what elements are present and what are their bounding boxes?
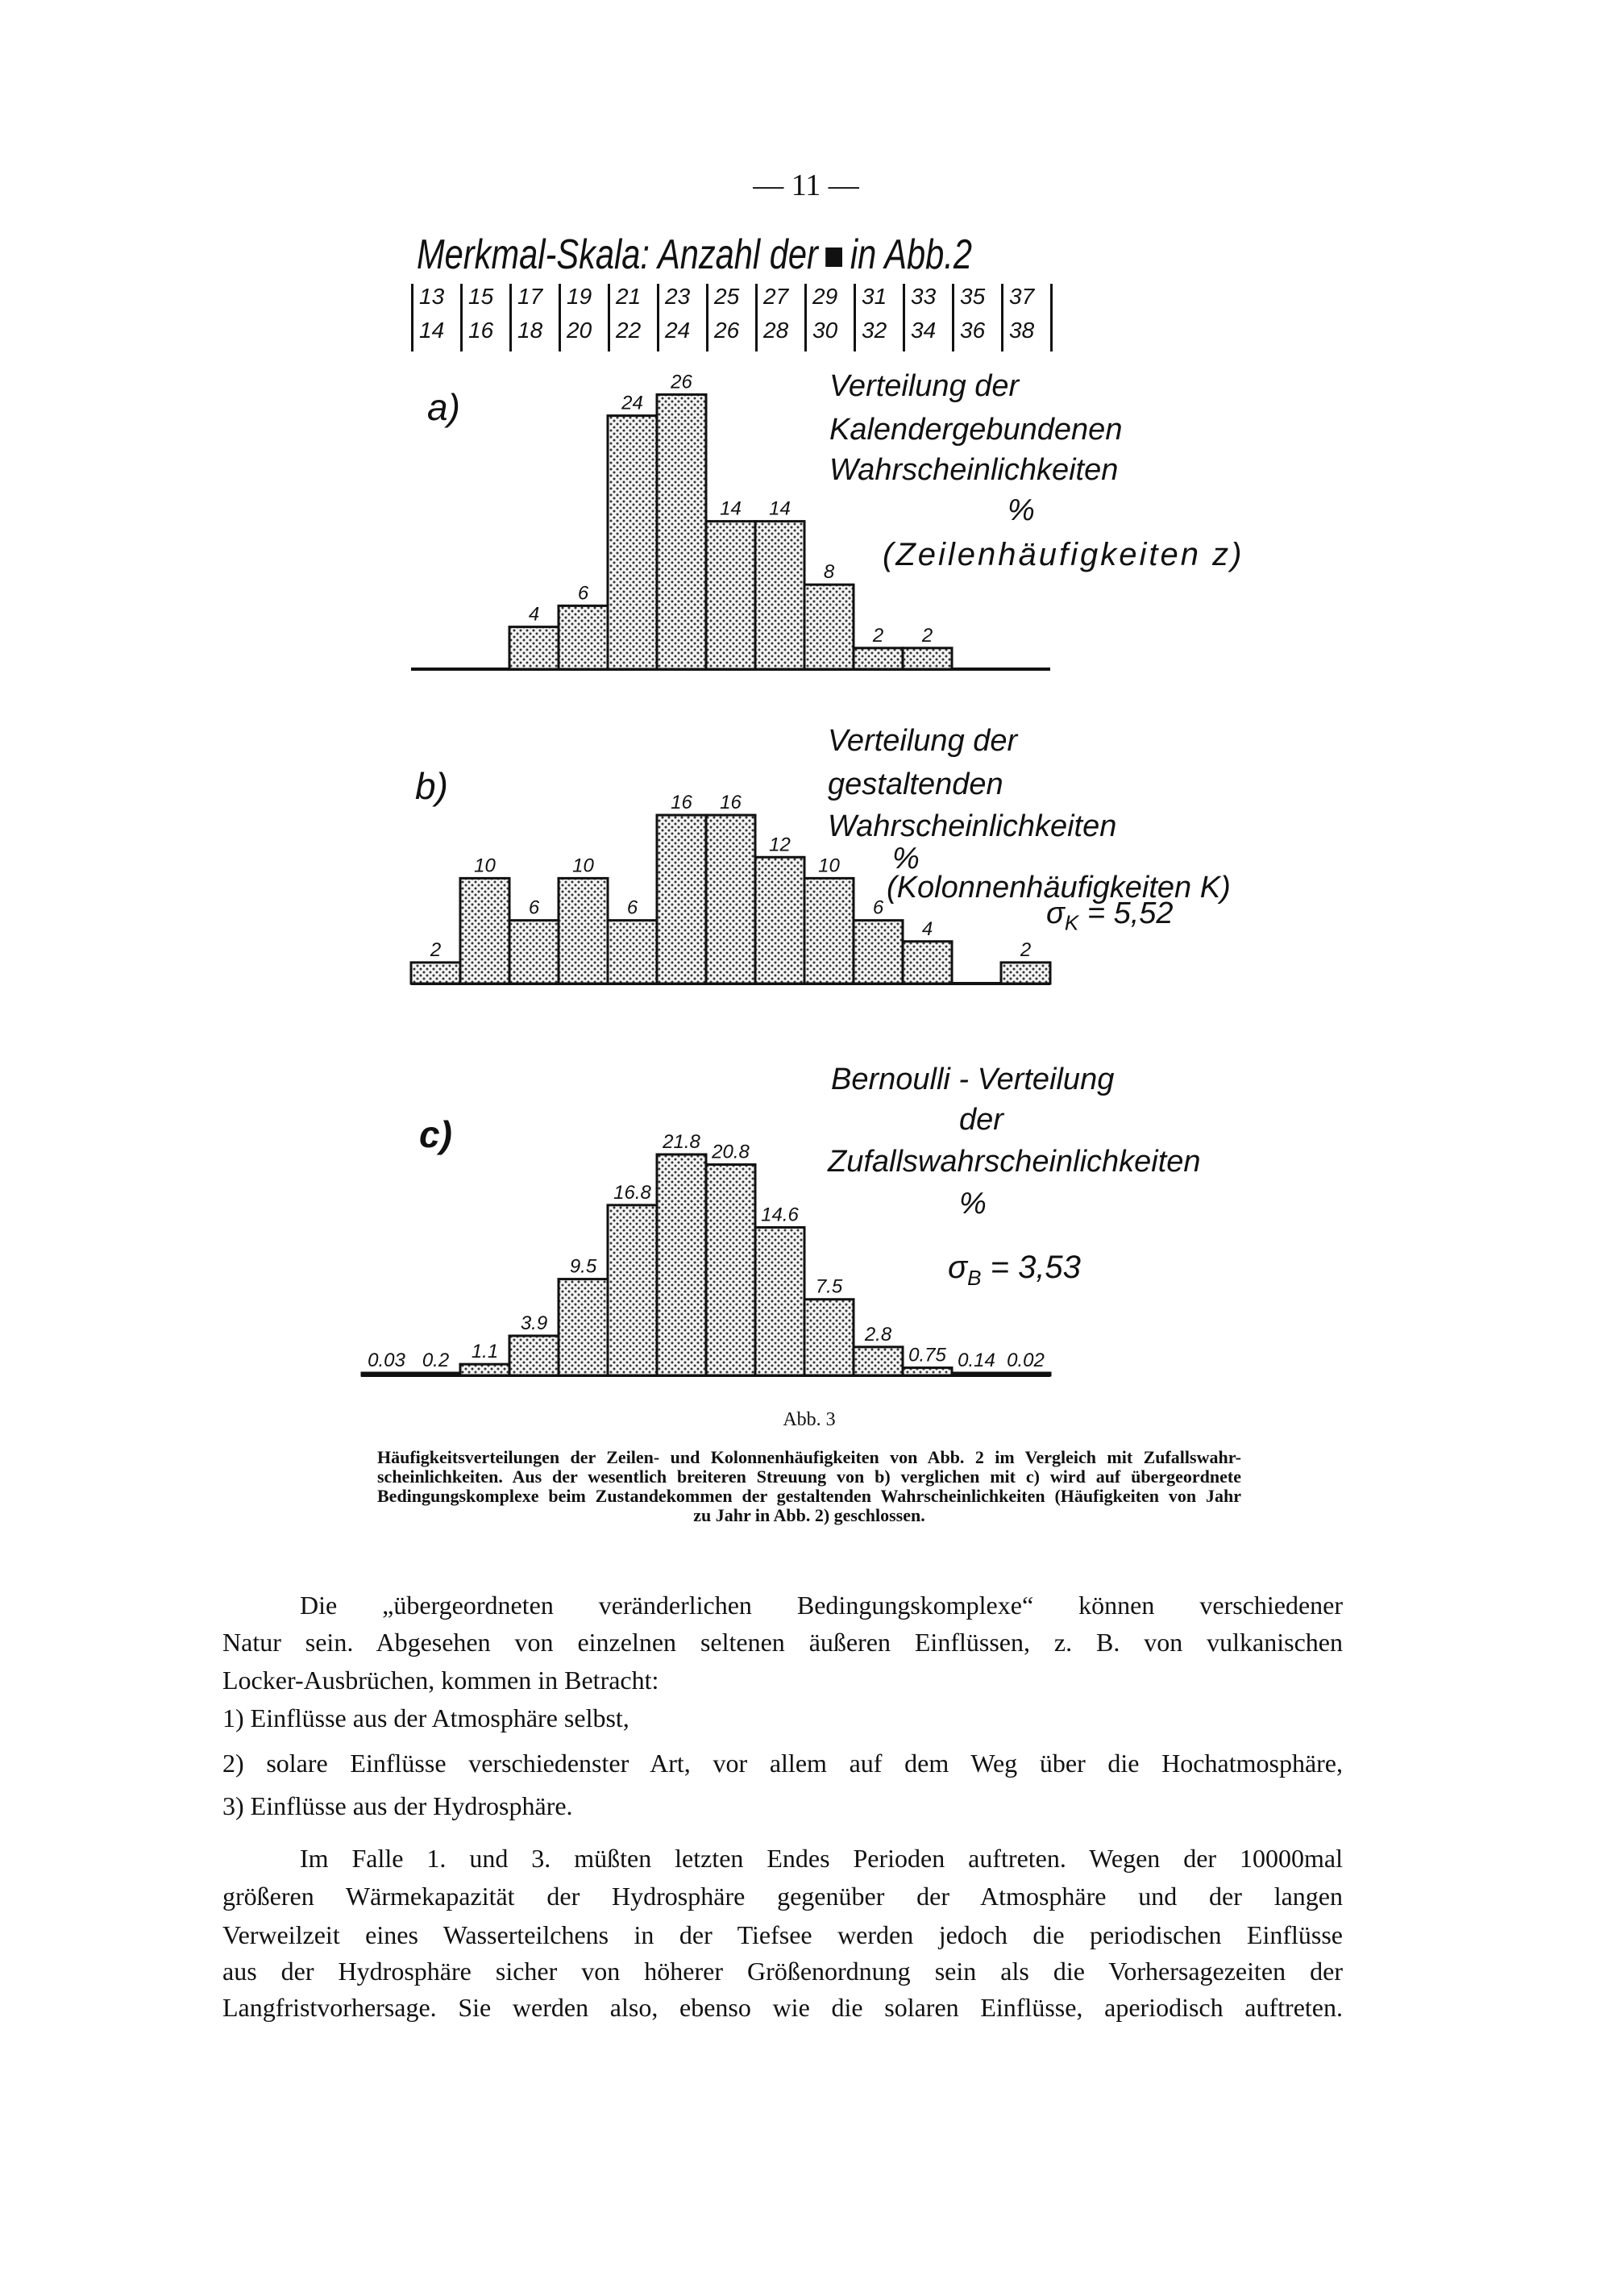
panel-c-label: c) bbox=[419, 1113, 452, 1155]
bar-value-label: 24 bbox=[621, 392, 643, 414]
scale-upper-bound: 22 bbox=[616, 318, 642, 343]
chart-a-title-line: (Zeilenhäufigkeiten z) bbox=[883, 537, 1244, 572]
body-text-line: Langfristvorhersage. Sie werden also, ebenso wie die solaren Einflüsse, aperiodisch auftreten. bbox=[222, 1993, 1343, 2022]
scale-upper-bound: 16 bbox=[468, 318, 494, 343]
bar-value-label: 7.5 bbox=[815, 1275, 843, 1298]
chart-a-title-line: Kalendergebundenen bbox=[829, 413, 1123, 447]
body-text-line: Die „übergeordneten veränderlichen Bedingungskomplexe“ können verschiedener bbox=[300, 1591, 1343, 1620]
bar-value-label: 2 bbox=[921, 624, 933, 647]
bar-value-label: 26 bbox=[671, 371, 692, 393]
sigma-value: = 3,53 bbox=[990, 1250, 1081, 1285]
histogram-bar bbox=[804, 1300, 854, 1375]
histogram-bar bbox=[559, 878, 608, 984]
scale-title-suffix: in Abb.2 bbox=[850, 231, 972, 278]
chart-c-title-line: der bbox=[959, 1103, 1003, 1137]
bar-value-label: 6 bbox=[528, 896, 540, 919]
scale-upper-bound: 32 bbox=[862, 318, 887, 343]
histogram-bar bbox=[559, 1279, 608, 1375]
list-item: 3) Einflüsse aus der Hydrosphäre. bbox=[222, 1791, 573, 1820]
chart-a-title-line: Verteilung der bbox=[829, 369, 1020, 403]
bar-value-label: 14 bbox=[720, 497, 742, 520]
scale-upper-bound: 34 bbox=[911, 318, 937, 343]
scale-lower-bound: 33 bbox=[911, 284, 937, 309]
figure-label: Abb. 3 bbox=[783, 1409, 836, 1430]
panel-b-label: b) bbox=[415, 765, 448, 807]
chart-b-title-line: Verteilung der bbox=[828, 724, 1018, 758]
chart-b-title-line: gestaltenden bbox=[828, 767, 1003, 801]
bar-value-label: 1.1 bbox=[471, 1341, 499, 1363]
caption-line: zu Jahr in Abb. 2) geschlossen. bbox=[693, 1505, 925, 1525]
histogram-bar bbox=[854, 1347, 903, 1375]
bar-value-label: 16 bbox=[671, 792, 692, 814]
body-text-line: Verweilzeit eines Wasserteilchens in der Tiefsee werden jedoch die periodischen Einflüsse bbox=[222, 1920, 1343, 1949]
bar-value-label: 2 bbox=[872, 624, 884, 647]
histogram-bar bbox=[460, 878, 509, 984]
sigma-symbol: σ bbox=[1046, 896, 1065, 930]
scale-lower-bound: 15 bbox=[468, 284, 494, 309]
histogram-bar bbox=[903, 1368, 952, 1375]
histogram-bar bbox=[854, 921, 903, 984]
bar-value-label: 3.9 bbox=[520, 1312, 548, 1334]
bar-value-label: 0.2 bbox=[422, 1350, 450, 1371]
bar-value-label: 0.03 bbox=[368, 1350, 405, 1371]
caption-line: Häufigkeitsverteilungen der Zeilen- und Kolonnenhäufigkeiten von Abb. 2 im Vergleich mit Zufallswahr- bbox=[377, 1447, 1241, 1467]
chart-b-title-line: % bbox=[892, 842, 920, 876]
histogram-bar bbox=[608, 1205, 657, 1375]
histogram-bar bbox=[608, 416, 657, 669]
chart-b-title-line: (Kolonnenhäufigkeiten K) bbox=[887, 871, 1231, 905]
histogram-bar bbox=[755, 1227, 804, 1375]
histogram-bar bbox=[755, 522, 804, 669]
histogram-bar bbox=[854, 648, 903, 669]
body-text-line: größeren Wärmekapazität der Hydrosphäre gegenüber der Atmosphäre und der langen bbox=[222, 1882, 1343, 1911]
histogram-bar bbox=[755, 857, 804, 984]
bar-value-label: 0.02 bbox=[1007, 1350, 1045, 1371]
chart-c-title-line: Zufallswahrscheinlichkeiten bbox=[828, 1145, 1201, 1179]
scale-lower-bound: 27 bbox=[763, 284, 789, 309]
body-text-line: aus der Hydrosphäre sicher von höherer Größenordnung sein als die Vorhersagezeiten der bbox=[222, 1957, 1343, 1986]
chart-a-title-line: % bbox=[1008, 493, 1035, 527]
bar-value-label: 8 bbox=[823, 561, 835, 584]
bar-value-label: 21.8 bbox=[663, 1130, 700, 1153]
histogram-bar bbox=[509, 627, 559, 669]
scale-lower-bound: 13 bbox=[419, 284, 445, 309]
scale-upper-bound: 36 bbox=[960, 318, 986, 343]
chart-b-title-line: Wahrscheinlichkeiten bbox=[828, 809, 1117, 843]
scale-lower-bound: 21 bbox=[616, 284, 642, 309]
chart-c-title-line: Bernoulli - Verteilung bbox=[831, 1063, 1115, 1096]
bar-value-label: 16.8 bbox=[613, 1181, 651, 1204]
panel-a-label: a) bbox=[427, 386, 460, 428]
list-item: 1) Einflüsse aus der Atmosphäre selbst, bbox=[222, 1703, 629, 1732]
histogram-bar bbox=[952, 1373, 1001, 1375]
histogram-bar bbox=[657, 1154, 706, 1375]
histogram-bar bbox=[657, 394, 706, 669]
histogram-bar bbox=[559, 605, 608, 669]
histogram-bar bbox=[706, 1165, 755, 1375]
caption-line: Bedingungskomplexe beim Zustandekommen der gestaltenden Wahrscheinlichkeiten (Häufigkeiten von Jahr bbox=[377, 1486, 1241, 1506]
scale-upper-bound: 20 bbox=[567, 318, 592, 343]
bar-value-label: 14.6 bbox=[761, 1204, 799, 1226]
histogram-bar bbox=[1001, 1373, 1050, 1375]
body-text-line: Natur sein. Abgesehen von einzelnen seltenen äußeren Einflüssen, z. B. von vulkanischen bbox=[222, 1628, 1343, 1657]
histogram-bar bbox=[706, 815, 755, 984]
histogram-bar bbox=[411, 1373, 460, 1375]
bar-value-label: 14 bbox=[769, 497, 791, 520]
scale-upper-bound: 38 bbox=[1009, 318, 1035, 343]
bar-value-label: 6 bbox=[872, 896, 884, 919]
chart-c-title-line: % bbox=[959, 1187, 987, 1221]
list-item: 2) solare Einflüsse verschiedenster Art, vor allem auf dem Weg über die Hochatmosphäre, bbox=[222, 1749, 1343, 1778]
scale-lower-bound: 29 bbox=[812, 284, 838, 309]
scale-lower-bound: 17 bbox=[517, 284, 543, 309]
sigma-subscript: B bbox=[967, 1266, 982, 1290]
caption-line: scheinlichkeiten. Aus der wesentlich breiteren Streuung von b) verglichen mit c) wird auf übergeordnete bbox=[377, 1466, 1241, 1487]
scale-lower-bound: 35 bbox=[960, 284, 986, 309]
scale-lower-bound: 37 bbox=[1009, 284, 1035, 309]
chart-a-title-line: Wahrscheinlichkeiten bbox=[829, 453, 1119, 487]
sigma-symbol: σ bbox=[948, 1250, 968, 1285]
bar-value-label: 0.14 bbox=[958, 1350, 995, 1371]
histogram-bar bbox=[804, 878, 854, 984]
histogram-bar bbox=[903, 942, 952, 984]
bar-value-label: 20.8 bbox=[712, 1141, 750, 1163]
bar-value-label: 16 bbox=[720, 792, 742, 814]
histogram-bar bbox=[804, 584, 854, 669]
sigma-value: = 5,52 bbox=[1086, 896, 1174, 930]
bar-value-label: 10 bbox=[474, 855, 496, 877]
scale-upper-bound: 18 bbox=[517, 318, 543, 343]
scale-lower-bound: 19 bbox=[567, 284, 592, 309]
bar-value-label: 2 bbox=[1020, 938, 1032, 961]
scale-upper-bound: 14 bbox=[419, 318, 445, 343]
histogram-bar bbox=[657, 815, 706, 984]
scale-upper-bound: 28 bbox=[763, 318, 789, 343]
histogram-bar bbox=[411, 963, 460, 984]
scale-lower-bound: 25 bbox=[714, 284, 740, 309]
histogram-bar bbox=[460, 1364, 509, 1375]
scale-lower-bound: 31 bbox=[862, 284, 887, 309]
histogram-bar bbox=[706, 522, 755, 669]
sigma-subscript: K bbox=[1064, 910, 1079, 935]
scale-upper-bound: 30 bbox=[812, 318, 838, 343]
scale-upper-bound: 24 bbox=[665, 318, 691, 343]
bar-value-label: 2 bbox=[430, 938, 442, 961]
bar-value-label: 12 bbox=[769, 834, 791, 856]
body-text-line: Im Falle 1. und 3. müßten letzten Endes Perioden auftreten. Wegen der 10000mal bbox=[300, 1844, 1343, 1873]
histogram-bar bbox=[608, 921, 657, 984]
histogram-bar bbox=[903, 648, 952, 669]
body-text-line: Locker-Ausbrüchen, kommen in Betracht: bbox=[222, 1666, 659, 1695]
bar-value-label: 0.75 bbox=[908, 1344, 946, 1366]
bar-value-label: 10 bbox=[818, 855, 840, 877]
histogram-bar bbox=[362, 1373, 411, 1375]
histogram-bar bbox=[1001, 963, 1050, 984]
bar-value-label: 6 bbox=[577, 582, 589, 605]
bar-value-label: 2.8 bbox=[864, 1323, 892, 1346]
scale-upper-bound: 26 bbox=[714, 318, 740, 343]
scale-title-prefix: Merkmal-Skala: Anzahl der bbox=[417, 231, 818, 278]
chart-b-sigma bbox=[1046, 896, 1174, 936]
bar-value-label: 6 bbox=[626, 896, 638, 919]
histogram-bar bbox=[509, 1336, 559, 1375]
bar-value-label: 9.5 bbox=[569, 1255, 597, 1278]
bar-value-label: 4 bbox=[921, 917, 933, 940]
bar-value-label: 4 bbox=[528, 603, 540, 626]
scale-lower-bound: 23 bbox=[665, 284, 691, 309]
page-number: — 11 — bbox=[753, 168, 859, 202]
chart-c-sigma bbox=[948, 1250, 1081, 1291]
bar-value-label: 10 bbox=[572, 855, 594, 877]
histogram-bar bbox=[509, 921, 559, 984]
